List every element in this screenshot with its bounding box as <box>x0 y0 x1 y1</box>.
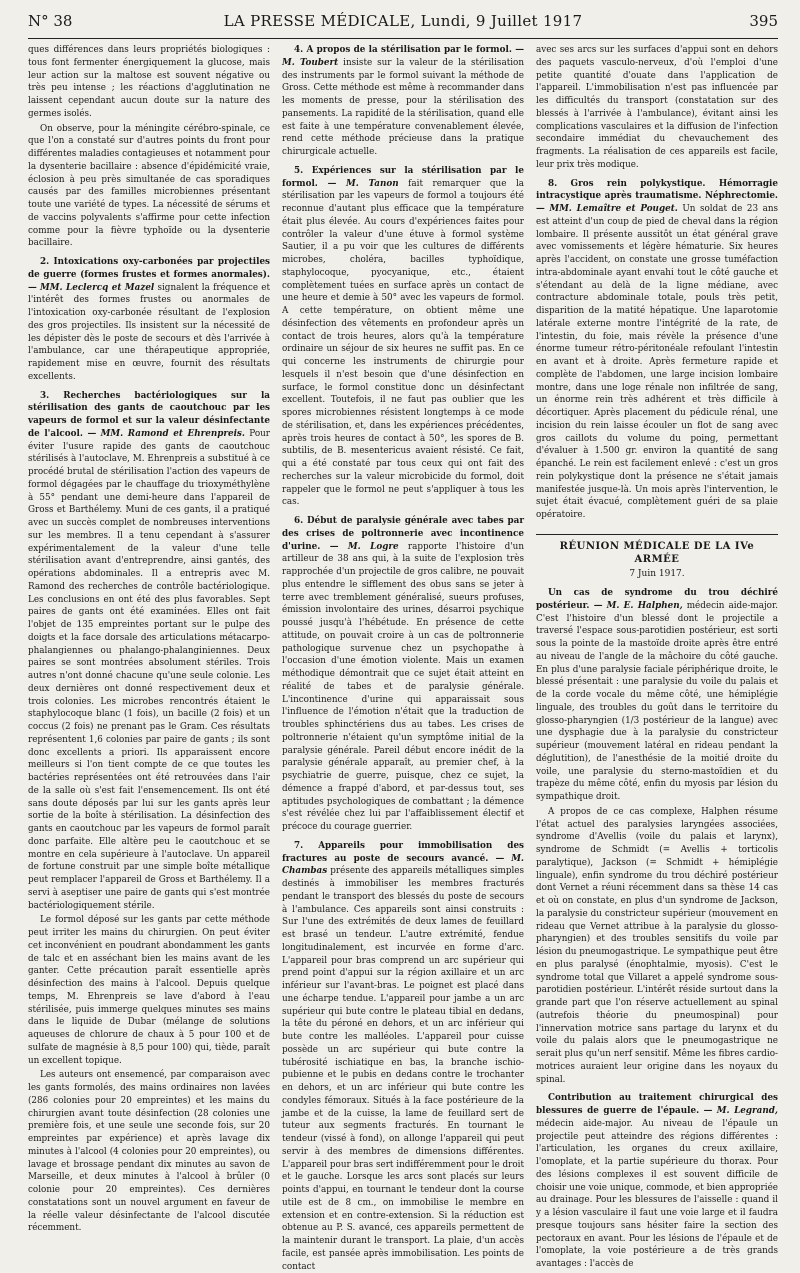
section-text: signalent la fréquence et l'intérêt des formes frustes ou anormales de l'intoxication oxy-carbonée résultant de l'explosion des gros projectiles. Ils insistent sur la nécessité de les dépister dès le poste de secours et dès l'arrivée à l'ambulance, car une thérapeutique appropriée, rapidement mise en œuvre, fournit des résultats excellents. <box>28 282 270 382</box>
section-author: MM. Lemaître et Pouget. <box>549 204 678 214</box>
page-number: 395 <box>749 12 778 30</box>
section-author: MM. Leclercq et Mazel <box>40 282 155 293</box>
section-text: médecin aide-major. Au niveau de l'épaule un projectile peut atteindre des régions différentes : l'articulation, les organes du creux axillaire, l'omoplate, et la partie supérieure du thorax. Pour des lésions complexes il est souvent difficile de choisir une voie unique, commode, et bien appropriée au drainage. Pour les blessures de l'aisselle : quand il y a lésion vasculaire il faut une voie large et il faudra presque toujours sans hésiter faire la section des pectoraux en avant. Pour les lésions de l'épaule et de l'omoplate, la voie postérieure a de très grands avantages : l'accès de <box>536 1118 778 1269</box>
meeting-banner <box>536 534 778 581</box>
section-2 <box>28 256 270 384</box>
section-title: 2. Intoxications oxy-carbonées par projectiles de guerre (formes frustes et formes anormales). — <box>28 257 270 293</box>
section-title: 4. A propos de la stérilisation par le formol. — <box>294 45 524 55</box>
section-title: 6. Début de paralysie générale avec tabes par des crises de poltronnerie avec incontinence d'urine. — <box>282 516 524 552</box>
section-author: MM. Ramond et Ehrenpreis. <box>100 428 245 439</box>
meeting-title: RÉUNION MÉDICALE DE LA IVe ARMÉE <box>559 540 755 565</box>
section-title: Contribution au traitement chirurgical des blessures de guerre de l'épaule. — <box>536 1093 778 1116</box>
section-8 <box>536 178 778 522</box>
paragraph: avec ses arcs sur les surfaces d'appui sont en dehors des paquets vasculo-nerveux, d'où l'emploi d'une petite quantité d'ouate dans l'application de l'appareil. L'immobilisation n'est pas influencée par les difficultés du transport (constatation sur des blessés à l'arrivée à l'ambulance), évitant ainsi les complications vasculaires et la diffusion de l'infection secondaire immédiat du chevauchement des fragments. La réalisation de ces appareils est facile, leur prix très modique. <box>536 45 778 170</box>
article-columns <box>28 44 779 1272</box>
section-title: 5. Expériences sur la stérilisation par le formol. — <box>282 165 524 189</box>
section-4 <box>282 44 524 159</box>
paragraph: ques différences dans leurs propriétés biologiques : tous font fermenter énergiquement la glucose, mais leur action sur la maltose est souvent négative ou très peu intense ; les réactions d'agglutination ne laissent cependant aucun doute sur la nature des germes isolés. <box>28 45 270 119</box>
section-text: fait remarquer que la stérilisation par les vapeurs de formol a toujours été reconnue d'autant plus efficace que la température était plus élevée. Au cours d'expériences faites pour contrôler la valeur d'une étuve à formol système Sautier, il a pu voir que les cultures de différents microbes, choléra, bacilles typhoïdique, staphylocoque, pyocyanique, etc., étaient complètement tuées en surface après un contact de une heure et demie à 50° avec les vapeurs de formol. A cette température, on obtient même une désinfection des vêtements en profondeur après un contact de trois heures, alors qu'à la température ordinaire un séjour de six heures ne suffit pas. En ce qui concerne les instruments de chirurgie pour lesquels il n'est besoin que d'une désinfection en surface, le formol constitue donc un désinfectant excellent. Toutefois, il ne faut pas oublier que les spores microbiennes résistent longtemps à ce mode de stérilisation, et, dans les expériences précédentes, après trois heures de contact à 50°, les spores de B. subtilis, de B. mesentericus avaient résisté. Ce fait, qui a été constaté par tous ceux qui ont fait des recherches sur la valeur microbicide du formol, doit rappeler que le formol ne peut s'appliquer à tous les cas. <box>282 178 524 508</box>
paragraph: Les auteurs ont ensemencé, par comparaison avec les gants formolés, des mains ordinaires non lavées (286 colonies pour 20 empreintes) et les mains du chirurgien avant toute désinfection (28 colonies une première fois, et une seule une seconde fois, sur 20 empreintes par expérience) et après lavage dix minutes à l'alcool (4 colonies pour 20 empreintes), ou lavage et brossage pendant dix minutes au savon de Marseille, et deux minutes à l'alcool à brûler (0 colonie pour 20 empreintes). Ces dernières constatations sont un nouvel argument en faveur de la réelle valeur désinfectante de l'alcool discutée récemment. <box>28 1070 270 1234</box>
section-author: M. Legrand, <box>716 1106 778 1116</box>
section-title: 3. Recherches bactériologiques sur la stérilisation des gants de caoutchouc par les vapeurs de formol et sur la valeur désinfectante de l'alcool. — <box>28 390 270 439</box>
column-2 <box>282 44 525 1272</box>
section-3 <box>28 390 270 913</box>
section-author: M. Toubert <box>282 57 339 68</box>
page-header <box>28 4 778 38</box>
section-text: insiste sur la valeur de la stérilisation des instruments par le formol suivant la méthode de Gross. Cette méthode est même à recommander dans les moments de presse, pour la stérilisation des pansements. La rapidité de la stérilisation, quand elle est faite à une température convenablement élevée, rend cette méthode précieuse dans la pratique chirurgicale actuelle. <box>282 57 524 157</box>
section-author: M. Logre <box>347 541 399 552</box>
section-title: 8. Gros rein polykystique. Hémorragie intracystique après traumatisme. Néphrectomie. — <box>536 178 778 214</box>
issue-number: N° 38 <box>28 12 73 30</box>
section-text: Pour éviter l'usure rapide des gants de caoutchouc stérilisés à l'autoclave, M. Ehrenpreis a substitué à ce procédé brutal de stérilisation l'action des vapeurs de formol dégagées par le chauffage du trioxyméthylène à 55° pendant une demi-heure dans l'appareil de Gross et Barthélemy. Muni de ces gants, il a pratiqué avec un succès complet de nombreuses interventions sur les membres. Il a tenu cependant à s'assurer expérimentalement de la valeur d'une telle stérilisation avant d'entreprendre, ainsi gantés, des opérations abdominales. Il a entrepris avec M. Ramond des recherches de contrôle bactériologique. Les conclusions en ont été des plus favorables. Sept paires de gants ont été examinées. Elles ont fait l'objet de 135 empreintes portant sur le pulpe des doigts et la face dorsale des articulations métacarpo-phalangiennes ou phalango-phalanginiennes. Deux paires se sont montrées absolument stériles. Trois autres n'ont donné chacune qu'une seule colonie. Les deux dernières ont donné respectivement deux et trois colonies. Les microbes rencontrés étaient le staphylocoque blanc (1 fois), un bacille (2 fois) et un coccus (2 fois) ne prenant pas le Gram. Ces résultats représentent 1,6 colonies par paire de gants ; ils sont donc excellents a priori. Ils apparaissent encore meilleurs si l'on tient compte de ce que toutes les bactéries représentées ont été retrouvées dans l'air de la salle où s'est fait l'ensemencement. Ils ont été sans doute déposés par lui sur les gants après leur sortie de la boîte à stérilisation. La désinfection des gants en caoutchouc par les vapeurs de formol paraît donc parfaite. Elle altère peu le caoutchouc et se montre en cela supérieure à l'autoclave. Un appareil de fortune construit par une simple boîte métallique peut remplacer l'appareil de Gross et Barthélemy. Il a servi à aseptiser une paire de gants qui s'est montrée bactériologiquement stérile. <box>28 428 271 911</box>
column-3 <box>536 44 779 1269</box>
section-text: rapporte l'histoire d'un artilleur de 38 ans qui, à la suite de l'explosion très rapprochée d'un projectile de gros calibre, ne pouvait plus entendre le sifflement des obus sans se jeter à terre avec tremblement généralisé, sueurs profuses, émission involontaire des urines, désarroi psychique poussé jusqu'à l'hébétude. En présence de cette attitude, on pouvait croire à un cas de poltronnerie pathologique survenue chez un psychopathe à l'occasion d'une émotion violente. Mais un examen méthodique démontrait que ce sujet était atteint en réalité de tabes et de paralysie générale. L'incontinence d'urine qui apparaissait sous l'influence de l'émotion n'était que la traduction de troubles sphinctériens dus au tabes. Les crises de poltronnerie n'étaient qu'un symptôme initial de la paralysie générale. Pareil début encore inédit de la paralysie générale apparaît, au premier chef, à la psychiatrie de guerre, puisque, chez ce sujet, la démence a frappé d'abord, et par-dessus tout, ses aptitudes psychologiques de combattant ; la démence s'est révélée chez lui par l'affaiblissement électif et précoce du courage guerrier. <box>282 541 525 832</box>
section-7 <box>282 840 524 1273</box>
section-text: présente des appareils métalliques simples destinés à immobiliser les membres fracturés pendant le transport des blessés du poste de secours à l'ambulance. Ces appareils sont ainsi construits : Sur l'une des extrémités de deux lames de feuillard est brasé un tendeur. L'autre extrémité, fendue longitudinalement, est incurvée en forme d'arc. L'appareil pour bras comprend un arc supérieur qui prend point d'appui sur la région axillaire et un arc inférieur sur l'avant-bras. Le poignet est placé dans une écharpe tendue. L'appareil pour jambe a un arc supérieur qui bute contre le plateau tibial en dedans, la tête du péroné en dehors, et un arc inférieur qui bute contre les malléoles. L'appareil pour cuisse possède un arc supérieur qui bute contre la tubérosité ischiatique en bas, la branche ischio-pubienne et le pubis en dedans contre le trochanter en dehors, et un arc inférieur qui bute contre les condyles fémoraux. Situés à la face postérieure de la jambe et de la cuisse, la lame de feuillard sert de tuteur aux segments fracturés. En tournant le tendeur (vissé à fond), on allonge l'appareil qui peut servir à des membres de dimensions différentes. L'appareil pour bras sert indifféremment pour le droit et le gauche. Lorsque les arcs sont placés sur leurs points d'appui, en tournant le tendeur dont la course utile est de 8 cm., on immobilise le membre en extension et en contre-extension. Si la réduction est obtenue au P. S. avancé, ces appareils permettent de la maintenir durant le transport. La plaie, d'un accès facile, est pansée après immobilisation. Les points de contact <box>282 866 525 1272</box>
paragraph: On observe, pour la méningite cérébro-spinale, ce que l'on a constaté sur d'autres points du front pour différentes maladies contagieuses et notamment pour la dysenterie bacillaire : absence d'épidémicité vraie, éclosion à peu près simultanée de cas sporadiques causés par des familles microbiennes présentant toute une variété de types. La nécessité de sérums et de vaccins polyvalents s'affirme pour cette infection comme pour la fièvre typhoïde ou la dysenterie bacillaire. <box>28 123 270 249</box>
section-halphen <box>536 587 778 804</box>
paragraph: A propos de ce cas complexe, Halphen résume l'état actuel des paralysies laryngées associées, syndrome d'Avellis (voile du palais et larynx), syndrome de Schmidt (= Avellis + torticolis paralytique), Jackson (= Schmidt + hémiplégie linguale), enfin syndrome du trou déchiré postérieur dont Vernet a réuni récemment dans sa thèse 14 cas et où on constate, en plus d'un syndrome de Jackson, la paralysie du constricteur supérieur (mouvement en rideau que Vernet attribue à la paralysie du glosso-pharyngien) et des troubles sensitifs du voile par lésion du pneumogastrique. Le sympathique peut être en plus paralysé (énophtalmie, myosis). C'est le syndrome total que Villaret a appelé syndrome sous-parotidien postérieur. L'intérêt réside surtout dans la grande part que l'on réserve actuellement au spinal (autrefois théorie du pneumospinal) pour l'innervation motrice sans partage du larynx et du voile du palais alors que le pneumogastrique ne serait plus qu'un nerf sensitif. Même les fibres cardio-motrices auraient leur origine dans les noyaux du spinal. <box>536 806 778 1085</box>
header-rule <box>28 38 778 39</box>
journal-title-date: LA PRESSE MÉDICALE, Lundi, 9 Juillet 1917 <box>223 12 583 30</box>
banner-rule <box>536 534 778 535</box>
meeting-date: 7 Juin 1917. <box>629 569 685 580</box>
section-author: M. E. Halphen, <box>606 600 683 611</box>
section-author: M. Chambas <box>282 853 524 877</box>
section-text: Un soldat de 23 ans est atteint d'un coup de pied de cheval dans la région lombaire. Il présente aussitôt un état général grave avec vomissements et légère hématurie. Six heures après l'accident, on constate une grosse tuméfaction intra-abdominale ayant envahi tout le côté gauche et s'étendant au delà de la ligne médiane, avec contracture abdominale totale, pouls très petit, disparition de la matité hépatique. Une laparotomie latérale externe montre l'intégrité de la rate, de l'intestin, du foie, mais révèle la présence d'une énorme tumeur rétro-péritonéale refoulant l'intestin en avant et à droite. Après fermeture rapide et complète de l'abdomen, une large incision lombaire montre, dans une loge rénale non infiltrée de sang, un énorme rein très adhérent et très difficile à décortiquer. Après placement du pédicule rénal, une incision du rein laisse écouler un flot de sang avec gros caillots du volume du poing, permettant d'évaluer à 1.500 gr. environ la quantité de sang épanché. Le rein est facilement enlevé : c'est un gros rein polykystique dont la présence ne s'était jamais manifestée jusque-là. Un mois après l'intervention, le sujet était évacué, complètement guéri de sa plaie opératoire. <box>536 204 779 520</box>
section-text: médecin aide-major. C'est l'histoire d'un blessé dont le projectile a traversé l'espace sous-parotidien postérieur, est sorti sous la pointe de la mastoïde droite après être entré au niveau de l'angle de la mâchoire du côté gauche. En plus d'une paralysie faciale périphérique droite, le blessé présentait : une paralysie du voile du palais et de la corde vocale du même côté, une hémiplégie linguale, des troubles du goût dans le territoire du glosso-pharyngien (1/3 postérieur de la langue) avec une dysphagie due à la paralysie du constricteur supérieur (mouvement latéral en rideau pendant la déglutition), de l'anesthésie de la moitié droite du voile, une paralysie du sterno-mastoïdien et du trapèze du même côté, enfin du myosis par lésion du sympathique droit. <box>536 600 779 802</box>
section-title: 7. Appareils pour immobilisation des fractures au poste de secours avancé. — <box>282 840 524 864</box>
paragraph: Le formol déposé sur les gants par cette méthode peut irriter les mains du chirurgien. On peut éviter cet inconvénient en poudrant abondamment les gants de talc et en asséchant bien les mains avant de les ganter. Cette précaution paraît essentielle après désinfection des mains à l'alcool. Depuis quelque temps, M. Ehrenpreis se lave d'abord à l'eau stérilisée, puis immerge quelques minutes ses mains dans le liquide de Dubar (mélange de solutions aqueuses de chlorure de chaux à 5 pour 100 et de sulfate de magnésie à 8,5 pour 100) qui, tiède, paraît un excellent topique. <box>28 915 270 1066</box>
section-legrand <box>536 1092 778 1271</box>
section-author: M. Tanon <box>345 178 399 189</box>
section-6 <box>282 515 524 834</box>
section-title: Un cas de syndrome du trou déchiré postérieur. — <box>536 588 778 611</box>
section-5 <box>282 165 524 509</box>
column-1 <box>28 44 271 1234</box>
